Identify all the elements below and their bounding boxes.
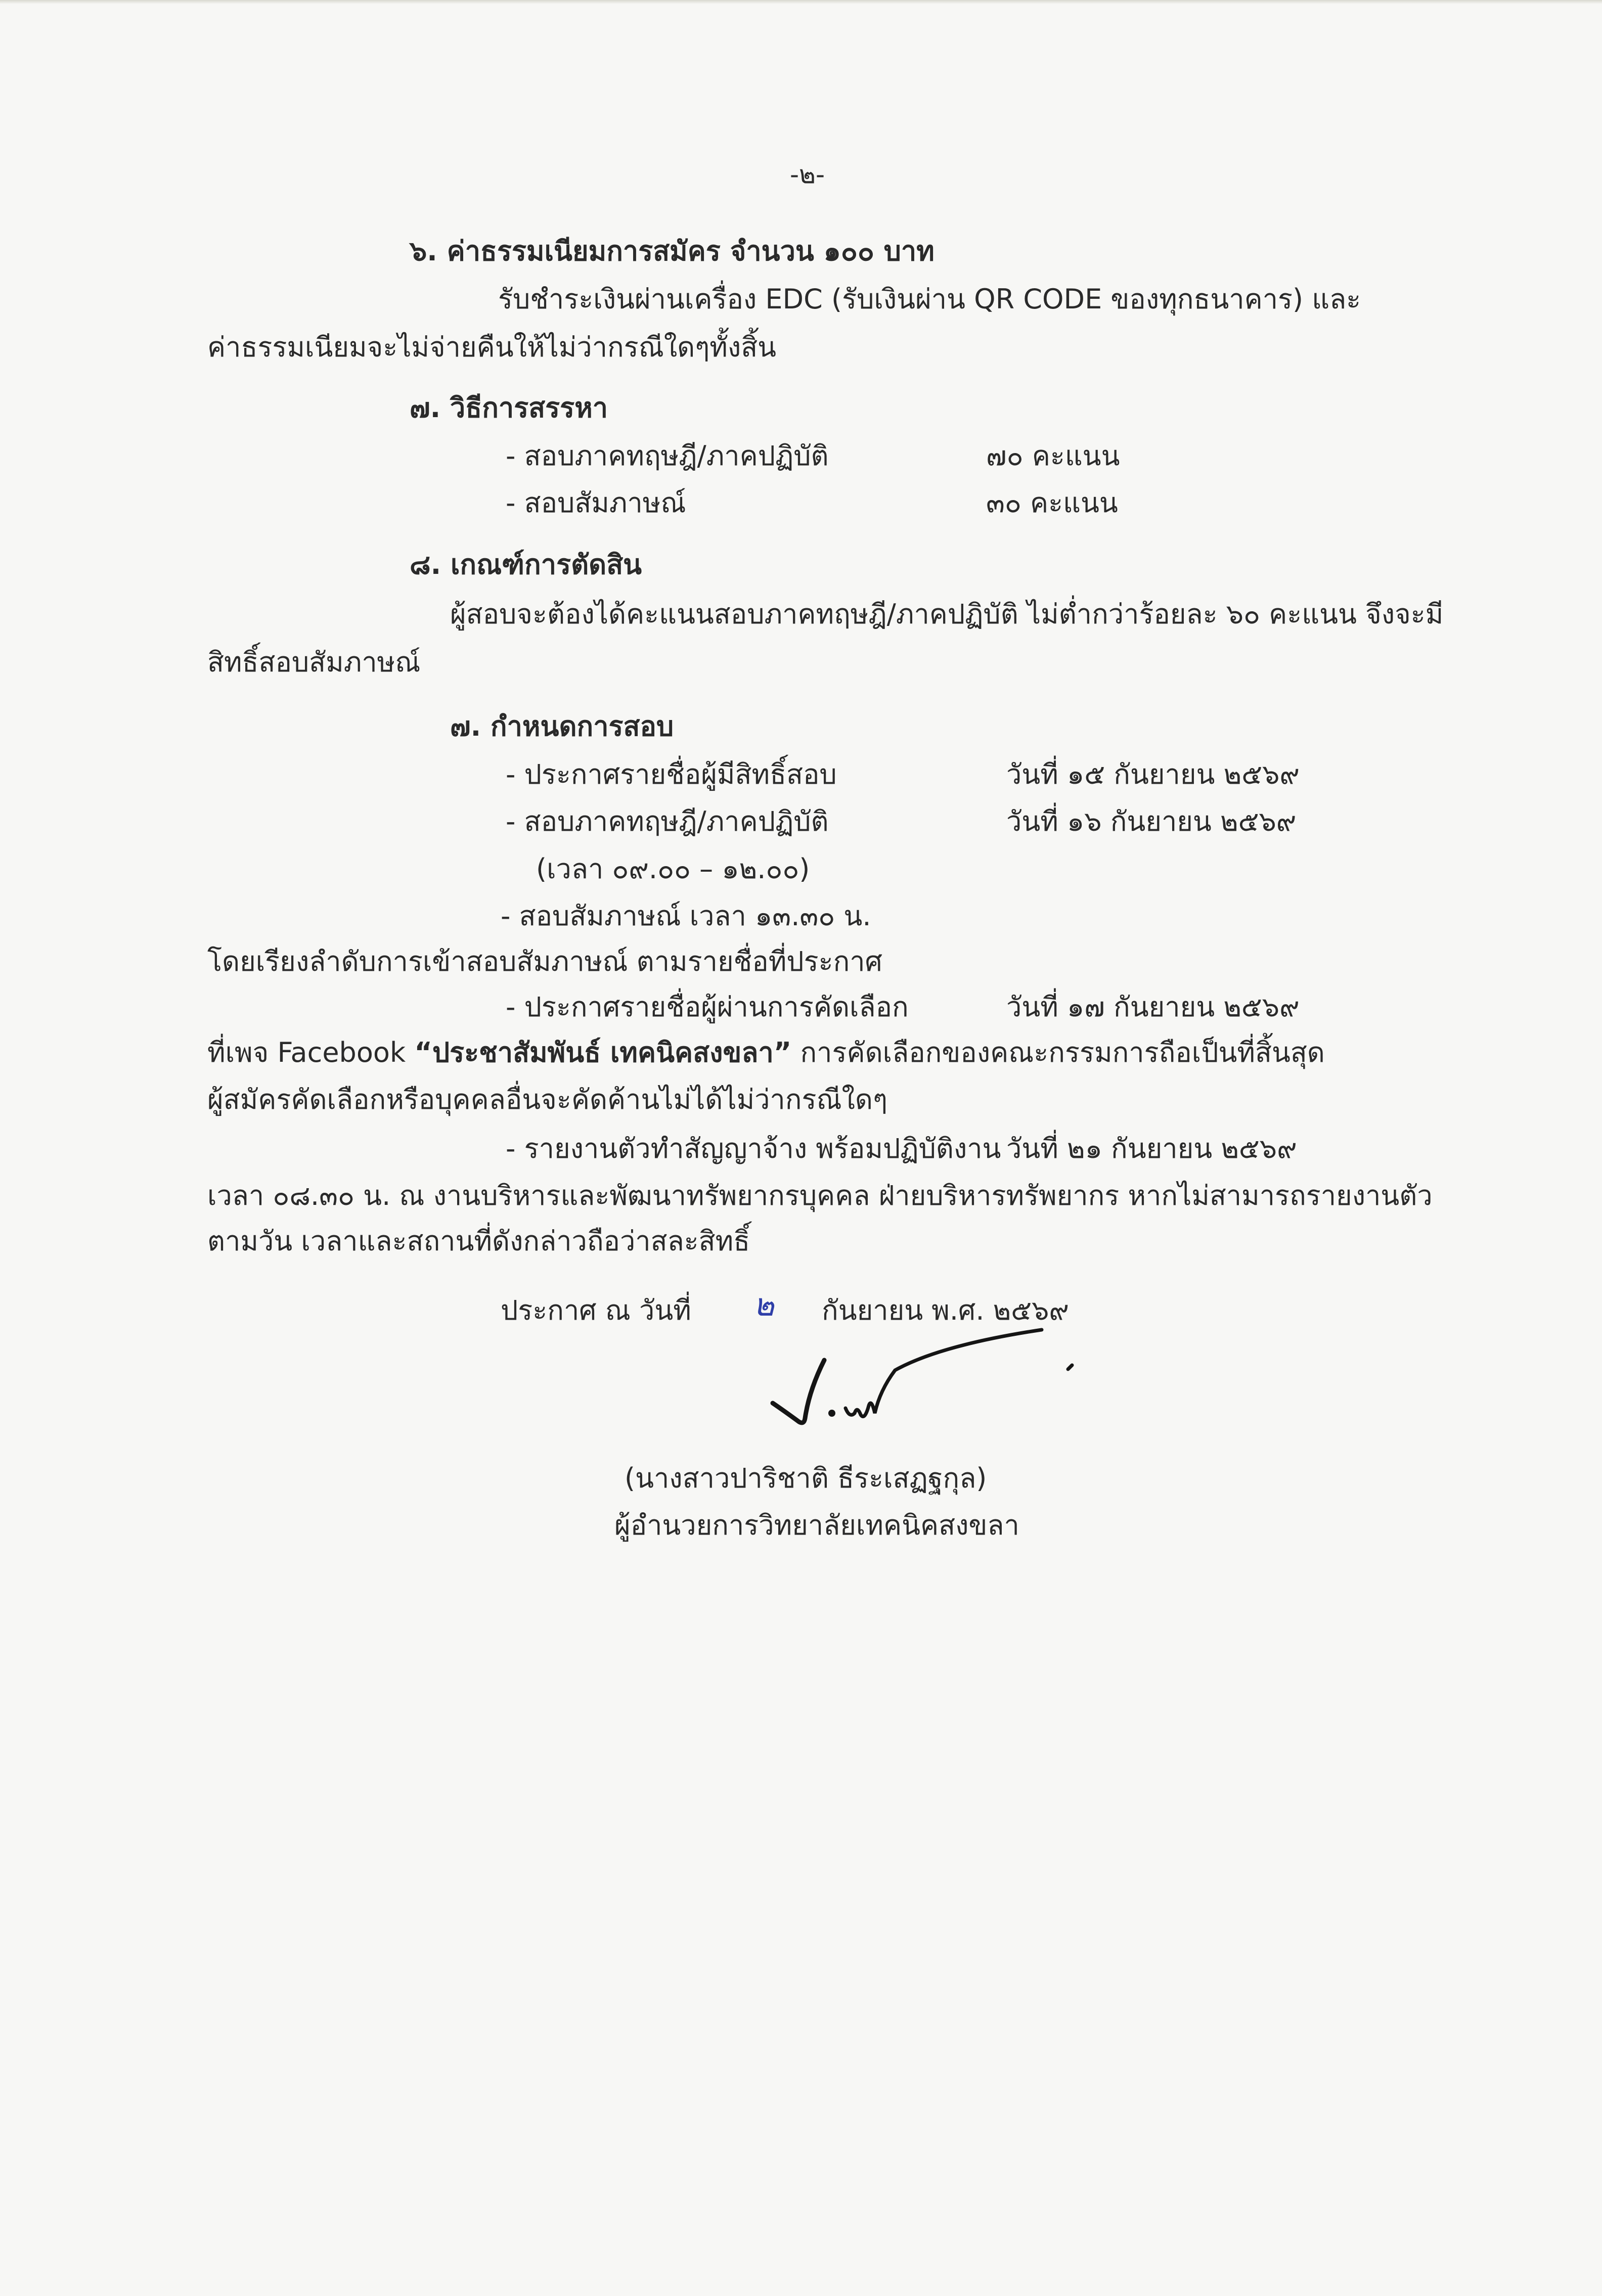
schedule-item-label: - สอบภาคทฤษฎี/ภาคปฏิบัติ (506, 805, 829, 837)
schedule-heading: ๗. กำหนดการสอบ (450, 710, 674, 742)
schedule-item-label: - รายงานตัวทำสัญญาจ้าง พร้อมปฏิบัติงาน (506, 1133, 1001, 1164)
schedule-item-time: (เวลา ๐๙.๐๐ – ๑๒.๐๐) (536, 853, 810, 885)
schedule-item-note: ผู้สมัครคัดเลือกหรือบุคคลอื่นจะคัดค้านไม่ได้ไม่ว่ากรณีใดๆ (207, 1084, 887, 1115)
announce-prefix: ประกาศ ณ วันที่ (501, 1294, 691, 1326)
announce-day: ๒ (753, 1286, 774, 1323)
schedule-item-date: วันที่ ๑๕ กันยายน ๒๕๖๙ (1006, 758, 1300, 790)
schedule-item-label: - ประกาศรายชื่อผู้มีสิทธิ์สอบ (506, 758, 837, 790)
page-number: -๒- (790, 160, 825, 189)
section-6-line-2: ค่าธรรมเนียมจะไม่จ่ายคืนให้ไม่ว่ากรณีใดๆทั้งสิ้น (207, 331, 777, 363)
section-8-line-2: สิทธิ์สอบสัมภาษณ์ (207, 646, 421, 678)
signature-image (728, 1310, 1092, 1461)
schedule-item-note: เวลา ๐๘.๓๐ น. ณ งานบริหารและพัฒนาทรัพยากรบุคคล ฝ่ายบริหารทรัพยากร หากไม่สามารถรายงานตัว (207, 1180, 1433, 1211)
section-7-heading: ๗. วิธีการสรรหา (410, 392, 608, 424)
facebook-page-name: “ประชาสัมพันธ์ เทคนิคสงขลา” (414, 1037, 792, 1068)
signer-position: ผู้อำนวยการวิทยาลัยเทคนิคสงขลา (614, 1509, 1019, 1541)
schedule-item-date: วันที่ ๑๗ กันยายน ๒๕๖๙ (1006, 991, 1300, 1023)
criteria-item-score: ๗๐ คะแนน (986, 440, 1120, 472)
scan-edge (0, 0, 1602, 4)
criteria-item-label: - สอบภาคทฤษฎี/ภาคปฏิบัติ (506, 440, 829, 472)
facebook-suffix: การคัดเลือกของคณะกรรมการถือเป็นที่สิ้นสุด (791, 1037, 1325, 1068)
schedule-item-date: วันที่ ๒๑ กันยายน ๒๕๖๙ (1006, 1133, 1297, 1164)
section-8-line-1: ผู้สอบจะต้องได้คะแนนสอบภาคทฤษฎี/ภาคปฏิบัติ ไม่ต่ำกว่าร้อยละ ๖๐ คะแนน จึงจะมี (450, 598, 1444, 630)
section-6-heading: ๖. ค่าธรรมเนียมการสมัคร จำนวน ๑๐๐ บาท (410, 235, 935, 267)
facebook-prefix: ที่เพจ Facebook (207, 1037, 415, 1068)
schedule-item-note: ตามวัน เวลาและสถานที่ดังกล่าวถือว่าสละสิทธิ์ (207, 1225, 750, 1257)
schedule-item-date: วันที่ ๑๖ กันยายน ๒๕๖๙ (1006, 805, 1297, 837)
signer-name: (นางสาวปาริชาติ ธีระเสฏฐกุล) (625, 1462, 987, 1494)
schedule-item-label: - สอบสัมภาษณ์ เวลา ๑๓.๓๐ น. (501, 900, 871, 932)
schedule-item-note: โดยเรียงลำดับการเข้าสอบสัมภาษณ์ ตามรายชื่อที่ประกาศ (207, 946, 882, 977)
section-8-heading: ๘. เกณฑ์การตัดสิน (410, 549, 642, 580)
section-6-line-1: รับชำระเงินผ่านเครื่อง EDC (รับเงินผ่าน QR CODE ของทุกธนาคาร) และ (498, 283, 1361, 315)
announce-suffix: กันยายน พ.ศ. ๒๕๖๙ (822, 1294, 1069, 1326)
criteria-item-label: - สอบสัมภาษณ์ (506, 487, 686, 519)
criteria-item-score: ๓๐ คะแนน (986, 487, 1118, 519)
schedule-item-label: - ประกาศรายชื่อผู้ผ่านการคัดเลือก (506, 991, 909, 1023)
schedule-item-note (207, 1039, 1325, 1066)
